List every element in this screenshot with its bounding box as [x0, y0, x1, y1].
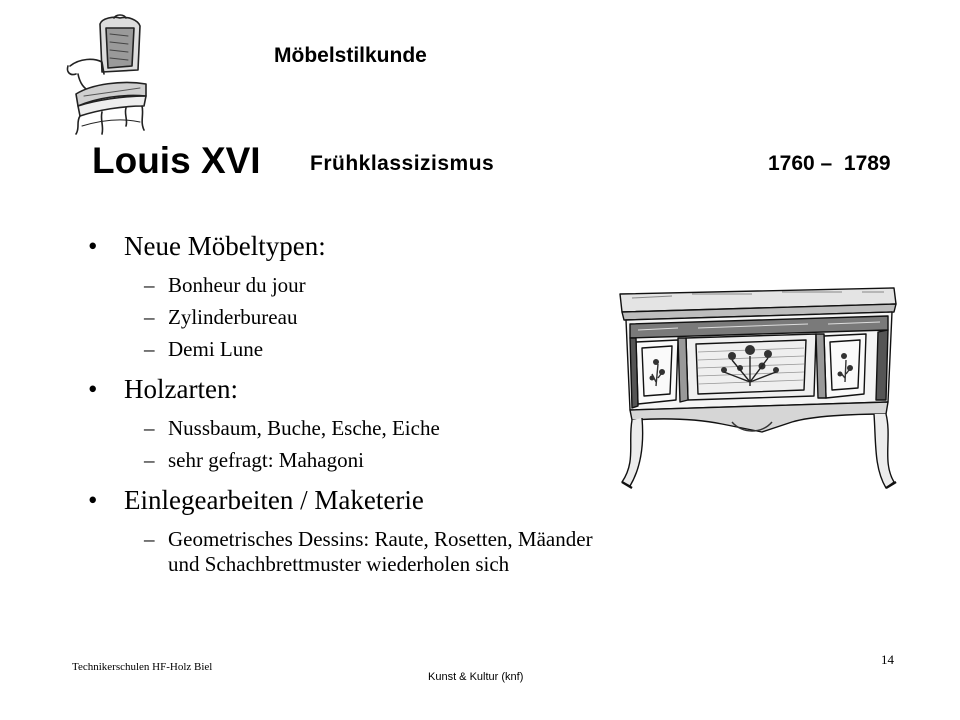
header-title: Möbelstilkunde — [274, 44, 427, 67]
sub-item: – sehr gefragt: Mahagoni — [88, 448, 628, 473]
bullet-item: • Holzarten: — [88, 369, 628, 409]
sub-item: – Nussbaum, Buche, Esche, Eiche — [88, 416, 628, 441]
slide-title: Louis XVI — [92, 140, 261, 181]
content-list — [88, 226, 628, 584]
slide-dates: 1760 – 1789 — [768, 152, 891, 175]
bullet-item: • Neue Möbeltypen: — [88, 226, 628, 266]
sub-item: – Bonheur du jour — [88, 273, 628, 298]
footer-school: Technikerschulen HF-Holz Biel — [72, 661, 213, 673]
title-row — [92, 138, 912, 188]
bullet-item: • Einlegearbeiten / Maketerie — [88, 480, 628, 520]
sub-item: – Zylinderbureau — [88, 305, 628, 330]
footer-course: Kunst & Kultur (knf) — [428, 671, 524, 683]
sub-item: – Geometrisches Dessins: Raute, Rosetten, Mäander und Schachbrettmuster wiederholen sich — [88, 527, 628, 577]
armchair-icon — [62, 14, 152, 136]
slide-subtitle: Frühklassizismus — [310, 152, 495, 175]
commode-illustration — [612, 282, 902, 494]
sub-item: – Demi Lune — [88, 337, 628, 362]
page-number: 14 — [881, 652, 894, 667]
